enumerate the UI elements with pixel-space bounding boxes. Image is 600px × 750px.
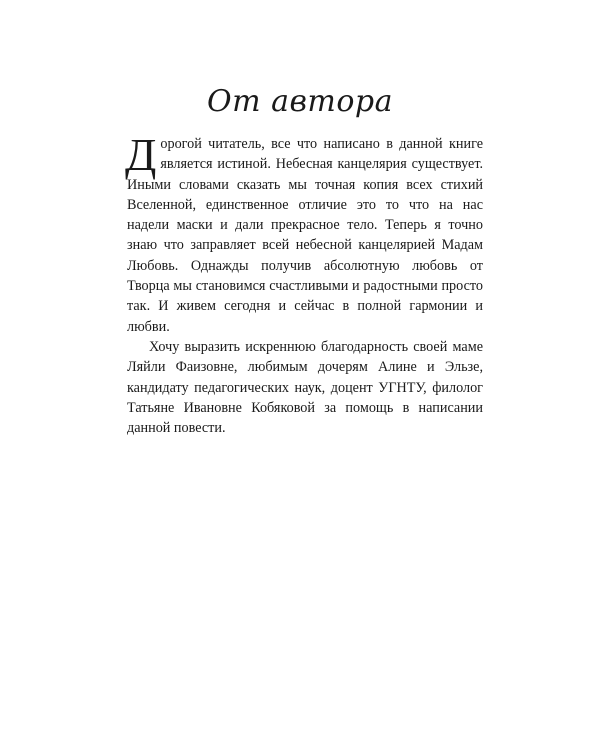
drop-cap: Д [125,129,157,180]
body-text [125,129,483,438]
page-title: От автора [206,84,394,119]
paragraph-intro-text: орогой читатель, все что написано в данной книге является истиной. Небесная канцелярия существует. Иными словами сказать мы точная копия всех стихий Вселенной, единственное отличие это то что на нас надели маски и дали прекрасное тело. Теперь я точно знаю что заправляет всей небесной канцелярией Мадам Любовь. Однажды получив абсолютную любовь от Творца мы становимся счастливыми и радостными просто так. И живем сегодня и сейчас в полной гармонии и любви. [127,136,483,335]
paragraph-intro [125,129,483,337]
paragraph-acknowledgements: Хочу выразить искреннюю благодарность своей маме Ляйли Фаизовне, любимым дочерям Алине и Эльзе, кандидату педагогических наук, доцент УГНТУ, филолог Татьяне Ивановне Кобяковой за помощь в написании данной повести. [127,338,483,437]
